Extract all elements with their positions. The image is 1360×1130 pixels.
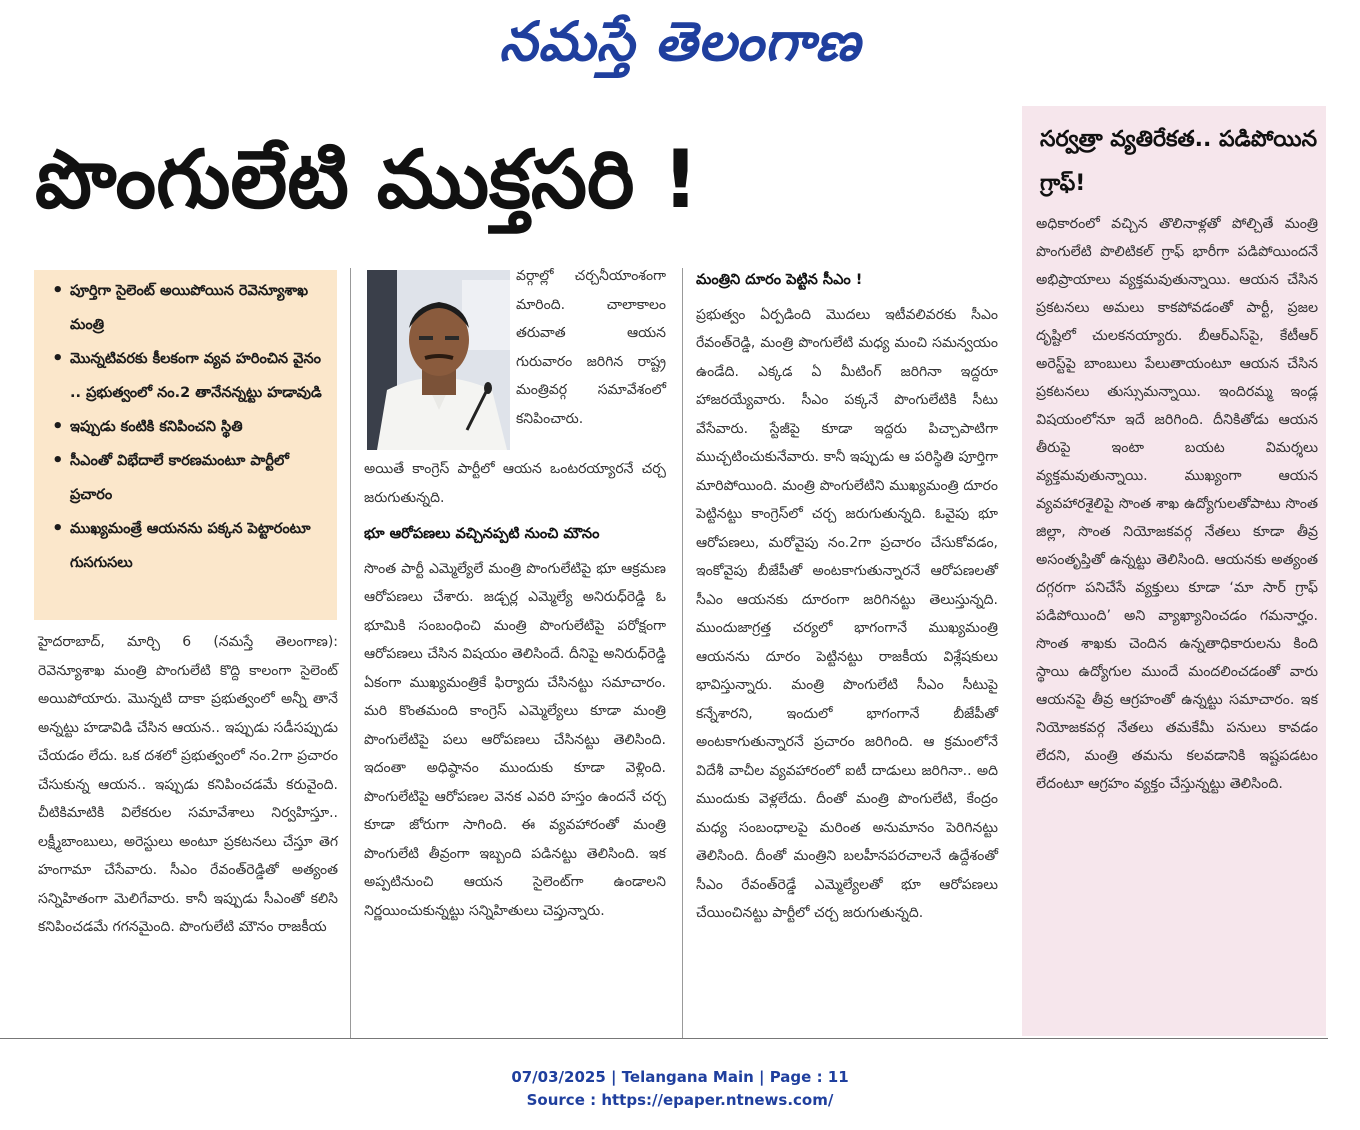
masthead-logo: నమస్తే తెలంగాణ: [499, 10, 861, 73]
article-column-2: [364, 455, 666, 925]
column-2-paragraph: అయితే కాంగ్రెస్ పార్టీలో ఆయన ఒంటరయ్యారనే చర్చ జరుగుతున్నది.: [364, 461, 666, 506]
highlight-item: • పూర్తిగా సైలెంట్ అయిపోయిన రెవెన్యూశాఖ మంత్రి: [48, 274, 327, 342]
page-bottom-rule: [0, 1038, 1328, 1039]
sidebar-title: సర్వత్రా వ్యతిరేకత.. పడిపోయిన గ్రాఫ్!: [1040, 127, 1318, 196]
article-column-3: [696, 266, 998, 928]
highlight-item: • సీఎంతో విభేదాలే కారణమంటూ పార్టీలో ప్రచారం: [48, 444, 327, 512]
column-2-subhead: భూ ఆరోపణలు వచ్చినప్పటి నుంచి మౌనం: [364, 526, 600, 542]
column-divider: [682, 268, 683, 1038]
headline: పొంగులేటి ముక్తసరి !: [35, 133, 699, 226]
article-column-1: హైదరాబాద్, మార్చి 6 (నమస్తే తెలంగాణ): రెవెన్యూశాఖ మంత్రి పొంగులేటి కొద్ది కాలంగా సైలెంట్ అయిపోయారు. మొన్నటి దాకా ప్రభుత్వంలో అన్నీ తానే అన్నట్టు హడావిడి చేసిన ఆయన.. ఇప్పుడు సడీసప్పుడు చేయడం లేదు. ఒక దశలో ప్రభుత్వంలో నం.2గా ప్రచారం చేసుకున్న ఆయన.. ఇప్పుడు కనిపించడమే కరువైంది. చీటికిమాటికి విలేకరుల సమావేశాలు నిర్వహిస్తూ.. లక్ష్మీబాంబులు, అరెస్టులు అంటూ ప్రకటనలు చేస్తూ తెగ హంగామా చేసేవారు. సీఎం రేవంత్‌రెడ్డితో అత్యంత సన్నిహితంగా మెలిగేవారు. కానీ ఇప్పుడు సీఎంతో కలిసి కనిపించడమే గగనమైంది. పొంగులేటి మౌనం రాజకీయ: [38, 634, 338, 935]
article-column-2-top: వర్గాల్లో చర్చనీయాంశంగా మారింది. చాలాకాలం తరువాత ఆయన గురువారం జరిగిన రాష్ట్ర మంత్రివర్గ సమావేశంలో కనిపించారు.: [516, 268, 666, 427]
footer-date-line: 07/03/2025 | Telangana Main | Page : 11: [511, 1068, 849, 1086]
column-3-body: ప్రభుత్వం ఏర్పడింది మొదలు ఇటీవలివరకు సీఎం రేవంత్‌రెడ్డి, మంత్రి పొంగులేటి మధ్య మంచి సమన్వయం ఉండేది. ఎక్కడ ఏ మీటింగ్ జరిగినా ఇద్దరూ హాజరయ్యేవారు. సీఎం పక్కనే పొంగులేటికి సీటు వేసేవారు. స్టేజీపై కూడా ఇద్దరు పిచ్చాపాటిగా ముచ్చటించుకునేవారు. కానీ ఇప్పుడు ఆ పరిస్థితి పూర్తిగా మారిపోయింది. మంత్రి పొంగులేటిని ముఖ్యమంత్రి దూరం పెట్టినట్టు కాంగ్రెస్‌లో చర్చ జరుగుతున్నది. ఓవైపు భూ ఆరోపణలు, మరోవైపు నం.2గా ప్రచారం చేసుకోవడం, ఇంకోవైపు బీజేపీతో అంటకాగుతున్నారనే ఆరోపణలతో సీఎం ఆయనకు దూరంగా జరిగినట్టు తెలుస్తున్నది. ముందుజాగ్రత్త చర్యలో భాగంగానే ముఖ్యమంత్రి ఆయనను దూరం పెట్టినట్టు రాజకీయ విశ్లేషకులు భావిస్తున్నారు. మంత్రి పొంగులేటి సీఎం సీటుపై కన్నేశారని, ఇందులో భాగంగానే బీజేపీతో అంటకాగుతున్నారనే ప్రచారం జరిగింది. ఆ క్రమంలోనే విదేశీ వాచీల వ్యవహారంలో ఐటీ దాడులు జరిగినా.. అది ముందుకు వెళ్లలేదు. దీంతో మంత్రి పొంగులేటి, కేంద్రం మధ్య సంబంధాలపై మరింత అనుమానం పెరిగినట్టు తెలిసింది. దీంతో మంత్రిని బలహీనపరచాలనే ఉద్దేశంతో సీఎం రేవంత్‌రెడ్డే ఎమ్మెల్యేలతో భూ ఆరోపణలు చేయించినట్టు పార్టీలో చర్చ జరుగుతున్నది.: [696, 306, 998, 921]
column-3-subhead: మంత్రిని దూరం పెట్టిన సీఎం !: [696, 272, 863, 288]
minister-photo: [367, 270, 510, 450]
column-2-body: సొంత పార్టీ ఎమ్మెల్యేలే మంత్రి పొంగులేటిపై భూ ఆక్రమణ ఆరోపణలు చేశారు. జడ్చర్ల ఎమ్మెల్యే అనిరుధ్‌రెడ్డి ఓ భూమికి సంబంధించి మంత్రి పొంగులేటిపై పరోక్షంగా ఆరోపణలు చేసిన విషయం తెలిసిందే. దీనిపై అనిరుధ్‌రెడ్డి ఏకంగా ముఖ్యమంత్రికే ఫిర్యాదు చేసినట్టు సమాచారం. మరి కొంతమంది కాంగ్రెస్ ఎమ్మెల్యేలు కూడా మంత్రి పొంగులేటిపై పలు ఆరోపణలు చేసినట్టు తెలిసింది. ఇదంతా అధిష్ఠానం ముందుకు కూడా వెళ్లింది. పొంగులేటిపై ఆరోపణల వెనక ఎవరి హస్తం ఉందనే చర్చ కూడా జోరుగా సాగింది. ఈ వ్యవహారంతో మంత్రి పొంగులేటి తీవ్రంగా ఇబ్బంది పడినట్టు తెలిసింది. ఇక అప్పటినుంచి ఆయన సైలెంట్‌గా ఉండాలని నిర్ణయించుకున్నట్టు సన్నిహితులు చెప్తున్నారు.: [364, 560, 666, 919]
highlight-item: • మొన్నటివరకు కీలకంగా వ్యవ హరించిన వైనం .. ప్రభుత్వంలో నం.2 తానేనన్నట్టు హడావుడి: [48, 342, 327, 410]
sidebar-body: అధికారంలో వచ్చిన తొలినాళ్లతో పోల్చితే మంత్రి పొంగులేటి పొలిటికల్ గ్రాఫ్ భారీగా పడిపోయిందనే అభిప్రాయాలు వ్యక్తమవుతున్నాయి. ఆయన చేసిన ప్రకటనలు అమలు కాకపోవడంతో పార్టీ, ప్రజల దృష్టిలో చులకనయ్యారు. బీఆర్‌ఎస్‌పై, కేటీఆర్ అరెస్ట్‌పై బాంబులు పేలుతాయంటూ ఆయన చేసిన ప్రకటనలు తుస్సుమన్నాయి. ఇందిరమ్మ ఇండ్ల విషయంలోనూ ఇదే జరిగింది. దీనికితోడు ఆయన తీరుపై ఇంటా బయట విమర్శలు వ్యక్తమవుతున్నాయి. ముఖ్యంగా ఆయన వ్యవహారశైలిపై సొంత శాఖ ఉద్యోగులతోపాటు సొంత జిల్లా, సొంత నియోజకవర్గ నేతలు కూడా తీవ్ర అసంతృప్తితో ఉన్నట్టు తెలిసింది. ఆయనకు అత్యంత దగ్గరగా పనిచేసే వ్యక్తులు కూడా ‘మా సార్ గ్రాఫ్ పడిపోయింది’ అని వ్యాఖ్యానించడం గమనార్హం. సొంత శాఖకు చెందిన ఉన్నతాధికారులను కింది స్థాయి ఉద్యోగుల ముందే మందలించడంతో వారు ఆయనపై తీవ్ర ఆగ్రహంతో ఉన్నట్టు సమాచారం. ఇక నియోజకవర్గ నేతలు తమకేమీ పనులు కావడం లేదని, మంత్రి తమను కలవడానికి ఇష్టపడటం లేదంటూ ఆగ్రహం వ్యక్తం చేస్తున్నట్టు తెలిసింది.: [1036, 216, 1318, 792]
column-divider: [350, 268, 351, 1038]
footer-source-line: Source : https://epaper.ntnews.com/: [526, 1091, 834, 1109]
highlights-box: [34, 270, 337, 620]
page-footer: [0, 1066, 1360, 1112]
highlight-item: • ఇప్పుడు కంటికి కనిపించని స్థితి: [48, 410, 327, 444]
minister-photo-image: [367, 270, 510, 450]
highlight-item: • ముఖ్యమంత్రే ఆయనను పక్కన పెట్టారంటూ గుసగుసలు: [48, 512, 327, 580]
